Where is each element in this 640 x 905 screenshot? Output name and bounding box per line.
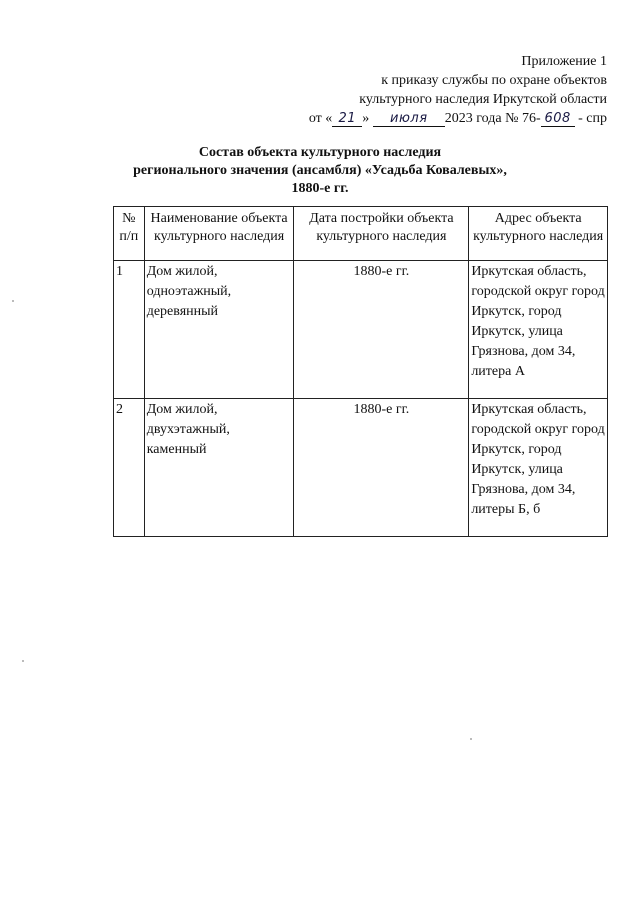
- header-num: № п/п: [114, 207, 145, 261]
- row-num: 1: [114, 261, 145, 399]
- table-row: [114, 399, 608, 537]
- order-reference-line: к приказу службы по охране объектов: [381, 73, 607, 88]
- row-name: Дом жилой, двухэтажный, каменный: [144, 399, 294, 537]
- row-date: 1880-е гг.: [294, 261, 469, 399]
- order-day-handwritten: 21: [332, 111, 362, 127]
- scan-speck: [12, 300, 14, 302]
- order-date-line: [267, 109, 607, 128]
- order-number-handwritten: 608: [541, 111, 575, 127]
- order-number-suffix: - спр: [578, 111, 607, 126]
- appendix-label: Приложение 1: [521, 54, 607, 69]
- row-date: 1880-е гг.: [294, 399, 469, 537]
- title-line-1: Состав объекта культурного наследия: [198, 145, 442, 160]
- scan-speck: [470, 738, 472, 740]
- order-year-text: 2023 года № 76-: [444, 111, 541, 126]
- scan-speck: [22, 660, 24, 662]
- document-title: [100, 144, 540, 198]
- order-authority-line: культурного наследия Иркутской области: [359, 92, 607, 107]
- heritage-objects-table: [113, 206, 608, 537]
- header-name: Наименование объекта культурного наследия: [144, 207, 294, 261]
- table-row: [114, 261, 608, 399]
- appendix-header: [267, 52, 607, 128]
- order-date-mid: »: [362, 111, 370, 126]
- row-address: Иркутская область, городской округ город Иркутск, город Иркутск, улица Грязнова, дом 34, литера А: [469, 261, 608, 399]
- header-address: Адрес объекта культурного наследия: [469, 207, 608, 261]
- order-date-prefix: от «: [308, 111, 333, 126]
- title-line-2: регионального значения (ансамбля) «Усадьба Ковалевых»,: [133, 163, 507, 178]
- row-address: Иркутская область, городской округ город Иркутск, город Иркутск, улица Грязнова, дом 34, литеры Б, б: [469, 399, 608, 537]
- header-date: Дата постройки объекта культурного наследия: [294, 207, 469, 261]
- order-month-handwritten: июля: [373, 111, 445, 127]
- row-name: Дом жилой, одноэтажный, деревянный: [144, 261, 294, 399]
- title-line-3: 1880-е гг.: [291, 181, 349, 196]
- row-num: 2: [114, 399, 145, 537]
- table-header-row: [114, 207, 608, 261]
